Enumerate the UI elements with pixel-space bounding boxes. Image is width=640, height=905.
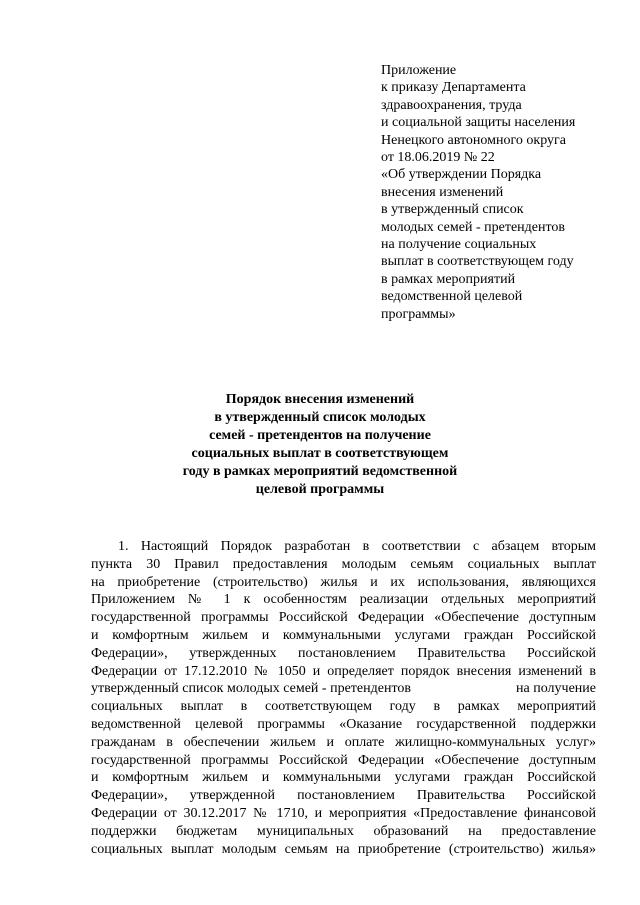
body-line: и комфортным жильем и коммунальными услугами граждан Российской bbox=[91, 770, 596, 786]
appendix-line: выплат в соответствующем году bbox=[381, 254, 574, 270]
appendix-line: Приложение bbox=[381, 63, 457, 78]
appendix-line: внесения изменений bbox=[381, 184, 504, 200]
body-line: Федерации», утвержденной постановлением Правительства Российской bbox=[91, 788, 596, 804]
body-line: и комфортным жильем и коммунальными услугами граждан Российской bbox=[91, 627, 596, 643]
body-line: гражданам в обеспечении жильем и оплате жилищно-коммунальных услуг» bbox=[91, 734, 596, 750]
body-line: Приложением № 1 к особенностям реализации отдельных мероприятий bbox=[91, 592, 596, 608]
body-line: ведомственной целевой программы «Оказание государственной поддержки bbox=[91, 716, 596, 732]
appendix-line: программы» bbox=[381, 306, 456, 322]
appendix-line: к приказу Департамента bbox=[381, 80, 526, 96]
body-line: Федерации от 17.12.2010 № 1050 и определяет порядок внесения изменений в bbox=[91, 663, 596, 679]
body-line-split bbox=[91, 680, 596, 698]
body-line: поддержки бюджетам муниципальных образований на предоставление bbox=[91, 823, 596, 839]
body-line-left: утвержденный список молодых семей - претендентов bbox=[91, 681, 411, 697]
appendix-line: ведомственной целевой bbox=[381, 289, 523, 305]
body-line: государственной программы Российской Федерации «Обеспечение доступным bbox=[91, 610, 596, 626]
title-line: семей - претендентов на получение bbox=[209, 428, 431, 443]
title-line: целевой программы bbox=[255, 482, 385, 497]
appendix-line: на получение социальных bbox=[381, 237, 537, 253]
document-title bbox=[170, 391, 470, 499]
body-line: Федерации от 30.12.2017 № 1710, и мероприятия «Предоставление финансовой bbox=[91, 805, 596, 821]
body-paragraph bbox=[91, 538, 596, 858]
appendix-line: и социальной защиты населения bbox=[381, 115, 576, 131]
body-line: Федерации», утвержденных постановлением Правительства Российской bbox=[91, 645, 596, 661]
title-line: году в рамках мероприятий ведомственной bbox=[182, 464, 458, 479]
appendix-line: здравоохранения, труда bbox=[381, 97, 522, 113]
appendix-line: в рамках мероприятий bbox=[381, 271, 516, 287]
appendix-line: Ненецкого автономного округа bbox=[381, 132, 566, 148]
title-line: в утвержденный список молодых bbox=[214, 410, 426, 425]
body-line: социальных выплат молодым семьям на приобретение (строительство) жилья» bbox=[91, 841, 596, 857]
appendix-line: молодых семей - претендентов bbox=[381, 219, 566, 235]
title-line: социальных выплат в соответствующем bbox=[191, 446, 449, 461]
appendix-block bbox=[381, 62, 631, 323]
appendix-line: от 18.06.2019 № 22 bbox=[381, 150, 495, 166]
body-line: социальных выплат в соответствующем году в рамках мероприятий bbox=[91, 699, 596, 715]
body-line: 1. Настоящий Порядок разработан в соответствии с абзацем вторым bbox=[118, 539, 596, 554]
body-line: пункта 30 Правил предоставления молодым семьям социальных выплат bbox=[91, 556, 596, 572]
appendix-line: «Об утверждении Порядка bbox=[381, 167, 542, 183]
title-line: Порядок внесения изменений bbox=[225, 392, 415, 407]
body-line: на приобретение (строительство) жилья и их использования, являющихся bbox=[91, 574, 596, 590]
body-line: государственной программы Российской Федерации «Обеспечение доступным bbox=[91, 752, 596, 768]
appendix-line: в утвержденный список bbox=[381, 202, 524, 218]
body-line-right: на получение bbox=[516, 681, 596, 697]
